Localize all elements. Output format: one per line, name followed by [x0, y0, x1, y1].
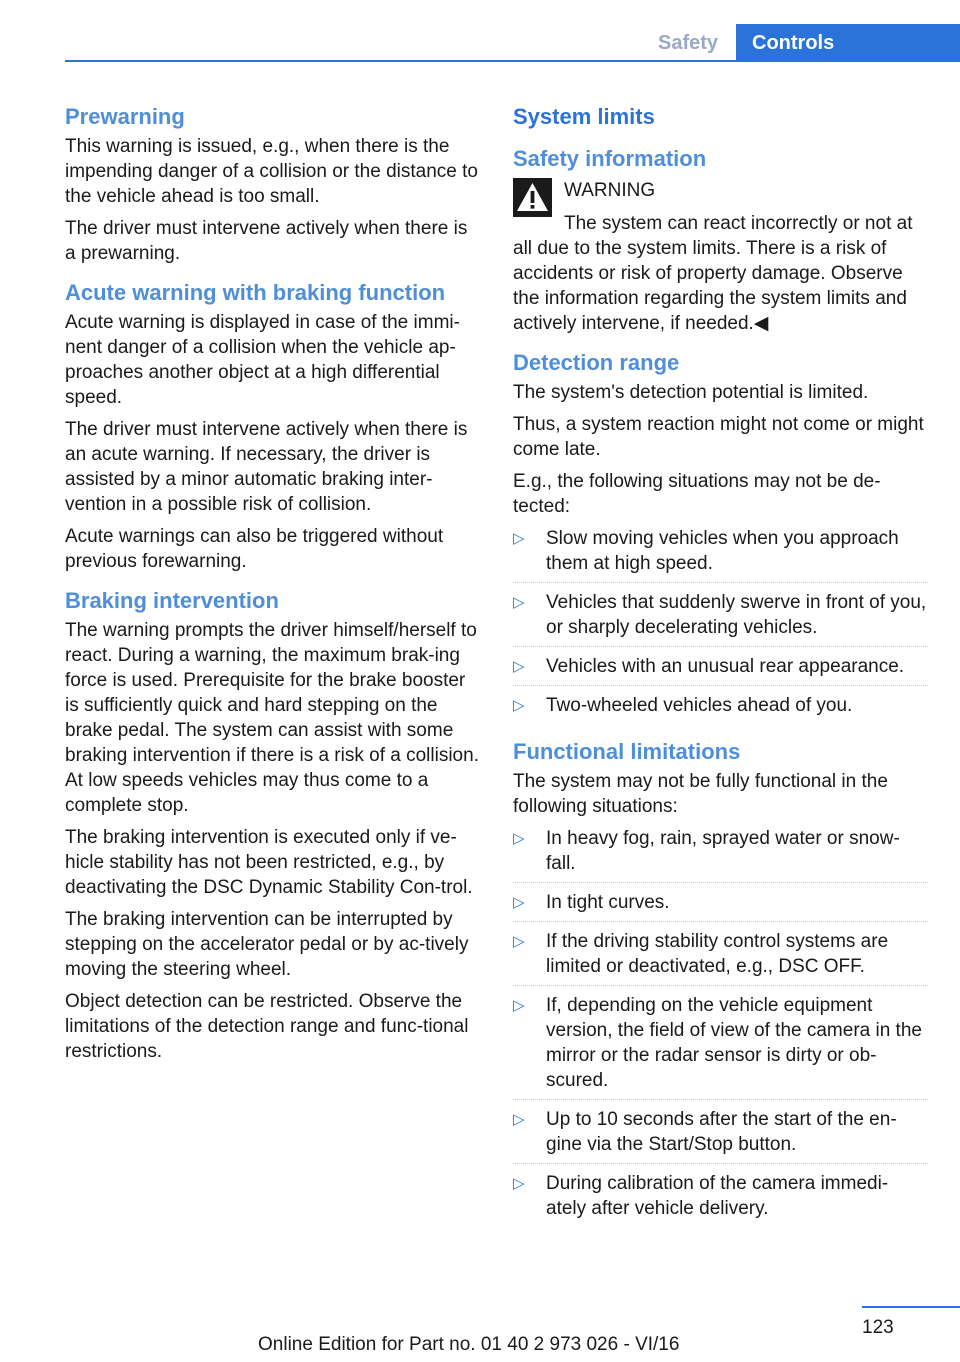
section-braking-intervention: [65, 586, 481, 1064]
triangle-bullet-icon: ▷: [513, 830, 525, 847]
paragraph: The driver must intervene actively when there is a prewarning.: [65, 218, 468, 264]
heading-detection-range: Detection range: [513, 350, 680, 375]
triangle-bullet-icon: ▷: [513, 697, 525, 714]
triangle-bullet-icon: ▷: [513, 894, 525, 911]
header-rule: [65, 60, 960, 62]
edition-line: Online Edition for Part no. 01 40 2 973 026 - VI/16: [258, 1334, 680, 1355]
list-item-text: Slow moving vehicles when you approach them at high speed.: [546, 528, 899, 574]
list-item-text: If, depending on the vehicle equipment version, the field of view of the camera in the mirror or the radar sensor is dirty or ob‐scured.: [546, 995, 922, 1091]
section-functional-limitations: [513, 737, 928, 1228]
paragraph: The driver must intervene actively when there is an acute warning. If necessary, the driver is assisted by a minor automatic braking inter‐vention in a possible risk of collision.: [65, 419, 468, 515]
heading-acute-warning: Acute warning with braking function: [65, 280, 446, 305]
list-item: [513, 890, 928, 922]
list-item-text: Vehicles that suddenly swerve in front of you, or sharply decelerating vehicles.: [546, 592, 927, 638]
list-item-text: Two-wheeled vehicles ahead of you.: [546, 695, 853, 716]
paragraph: The braking intervention can be interrupted by stepping on the accelerator pedal or by ac‐tively moving the steering wheel.: [65, 909, 469, 980]
list-item-text: During calibration of the camera immedi‐ately after vehicle delivery.: [546, 1173, 889, 1219]
paragraph: The warning prompts the driver himself/herself to react. During a warning, the maximum brak‐ing force is used. Prerequisite for the brake booster is sufficiently quick and hard stepping on the brake pedal. The system can assist with some braking intervention if there is a risk of a collision. At low speeds vehicles may thus come to a complete stop.: [65, 620, 479, 816]
list-item: [513, 693, 928, 725]
list-item-text: If the driving stability control systems are limited or deactivated, e.g., DSC OFF.: [546, 931, 889, 977]
warning-title: WARNING: [564, 180, 656, 201]
heading-functional-limitations: Functional limitations: [513, 739, 741, 764]
footer-rule: [862, 1306, 960, 1308]
triangle-bullet-icon: ▷: [513, 594, 525, 611]
list-item: [513, 1107, 928, 1164]
list-item-text: Vehicles with an unusual rear appearance.: [546, 656, 905, 677]
warning-body: The system can react incorrectly or not at all due to the system limits. There is a risk of accidents or risk of property damage. Observe the information regarding the system limits and actively intervene, if needed.◀: [513, 213, 913, 334]
section-acute-warning: [65, 278, 481, 574]
paragraph: Acute warnings can also be triggered without previous forewarning.: [65, 526, 444, 572]
list-item-text: In tight curves.: [546, 892, 670, 913]
list-item: [513, 826, 928, 883]
list-item: [513, 654, 928, 686]
left-column: [65, 100, 481, 1071]
paragraph: This warning is issued, e.g., when there is the impending danger of a collision or the distance to the vehicle ahead is too small.: [65, 136, 478, 207]
list-item: [513, 929, 928, 986]
paragraph: Acute warning is displayed in case of the immi‐nent danger of a collision when the vehicle ap‐proaches another object at a high differential speed.: [65, 312, 460, 408]
triangle-bullet-icon: ▷: [513, 1175, 525, 1192]
warning-box: [513, 178, 928, 336]
paragraph: Object detection can be restricted. Observe the limitations of the detection range and func‐tional restrictions.: [65, 991, 469, 1062]
section-safety-information: [513, 144, 928, 336]
heading-braking-intervention: Braking intervention: [65, 588, 279, 613]
heading-safety-information: Safety information: [513, 146, 707, 171]
triangle-bullet-icon: ▷: [513, 933, 525, 950]
section-detection-range: [513, 348, 928, 725]
warning-triangle-icon: [513, 178, 552, 217]
paragraph: The system's detection potential is limited.: [513, 382, 869, 403]
tab-controls[interactable]: Controls: [736, 24, 960, 62]
detection-list: [513, 526, 928, 725]
list-item-text: In heavy fog, rain, sprayed water or snow‐fall.: [546, 828, 900, 874]
list-item: [513, 993, 928, 1100]
list-item: [513, 526, 928, 583]
section-prewarning: [65, 102, 481, 266]
heading-system-limits: System limits: [513, 104, 655, 129]
heading-prewarning: Prewarning: [65, 104, 185, 129]
list-item: [513, 1171, 928, 1228]
tab-safety[interactable]: Safety: [657, 32, 719, 54]
triangle-bullet-icon: ▷: [513, 658, 525, 675]
functional-list: [513, 826, 928, 1228]
list-item: [513, 590, 928, 647]
triangle-bullet-icon: ▷: [513, 530, 525, 547]
right-column: [513, 100, 928, 1234]
paragraph: The system may not be fully functional in the following situations:: [513, 771, 888, 817]
list-item-text: Up to 10 seconds after the start of the en‐gine via the Start/Stop button.: [546, 1109, 897, 1155]
triangle-bullet-icon: ▷: [513, 997, 525, 1014]
page-number: 123: [862, 1317, 894, 1338]
paragraph: Thus, a system reaction might not come or might come late.: [513, 414, 924, 460]
triangle-bullet-icon: ▷: [513, 1111, 525, 1128]
paragraph: E.g., the following situations may not be de‐tected:: [513, 471, 881, 517]
paragraph: The braking intervention is executed only if ve‐hicle stability has not been restricted, e.g., by deactivating the DSC Dynamic Stability Con‐trol.: [65, 827, 473, 898]
